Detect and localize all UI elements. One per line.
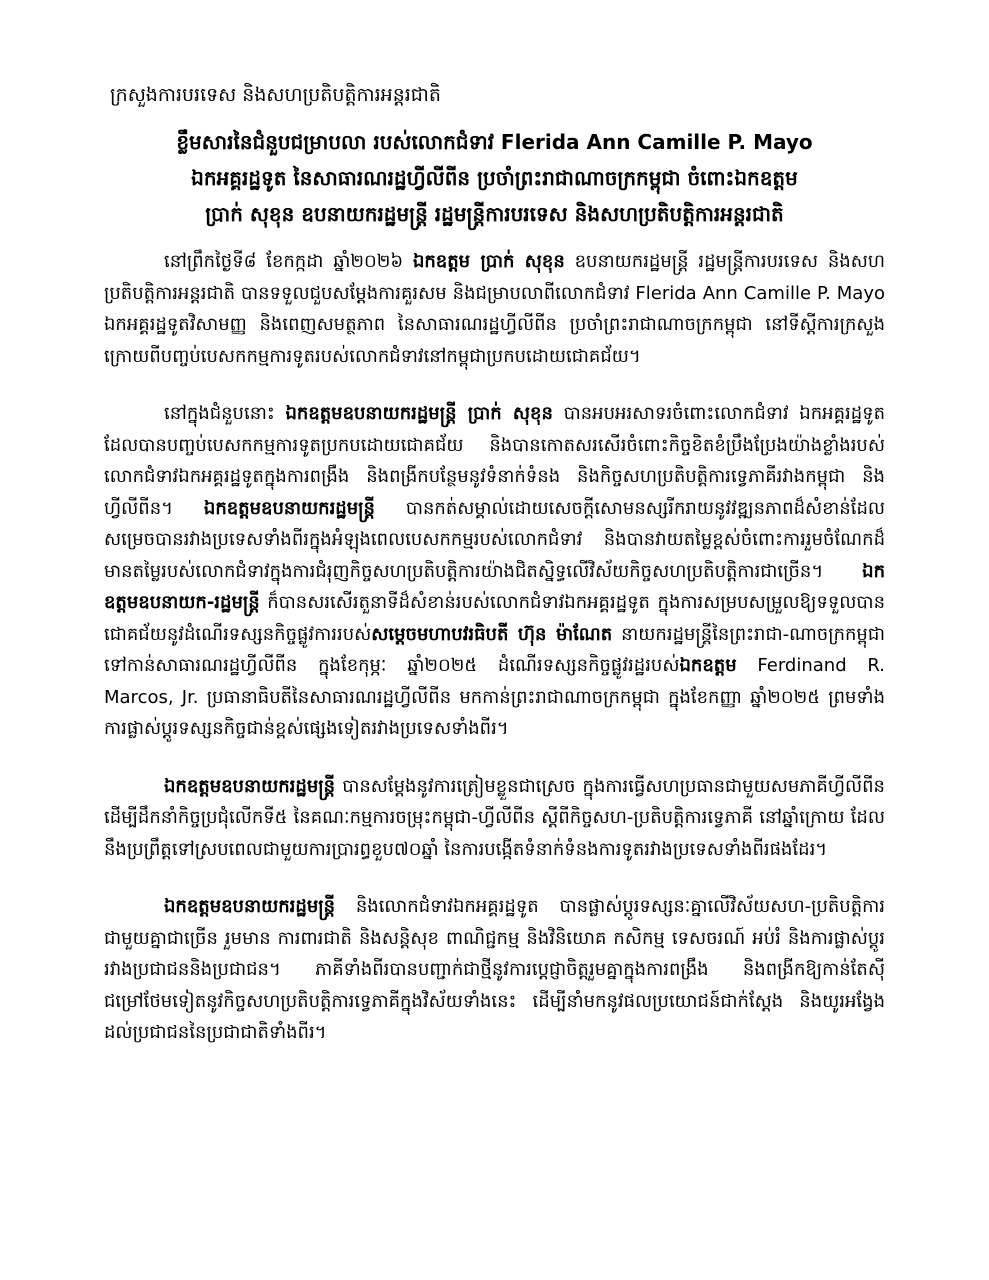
paragraph-text: បានអបអរសាទរចំពោះលោកជំទាវ ឯកអគ្គរដ្ឋទូត ដែលបានបញ្ចប់បេសកកម្មការទូតប្រកបដោយជោគជ័យ និងបានកោតសរសើរចំពោះកិច្ចខិតខំប្រឹងប្រែងយ៉ាងខ្លាំងរបស់លោកជំទាវឯកអគ្គរដ្ឋទូតក្នុងការពង្រឹង និងពង្រីកបន្ថែមនូវទំនាក់ទំនង និងកិច្ចសហប្រតិបត្តិការទ្វេភាគីរវាងកម្ពុជា និងហ្វីលីពីន។ <box>104 403 886 519</box>
paragraph-bold-name: ឯកឧត្តមឧបនាយក-រដ្ឋមន្ត្រី <box>104 560 885 613</box>
paragraph-text: នៅក្នុងជំនួបនោះ <box>164 403 286 424</box>
paragraph-text: Ferdinand R. Marcos, Jr. ប្រធានាធិបតីនៃសាធារណរដ្ឋហ្វីលីពីន មកកាន់ព្រះរាជាណាចក្រកម្ពុជា ក្នុងខែកញ្ញា ឆ្នាំ២០២៥ ព្រមទាំងការផ្លាស់ប្តូរទស្សនកិច្ចជាន់ខ្ពស់ផ្សេងទៀតរវាងប្រទេសទាំងពីរ។ <box>104 655 885 739</box>
paragraph-4 <box>104 891 885 1049</box>
paragraph-1 <box>104 246 885 372</box>
paragraph-2 <box>104 398 885 745</box>
ministry-header: ក្រសួងការបរទេស និងសហប្រតិបត្តិការអន្តរជាតិ <box>110 84 441 106</box>
paragraph-3 <box>104 771 885 866</box>
paragraph-bold-name: ឯកឧត្តមឧបនាយករដ្ឋមន្ត្រី <box>203 497 375 519</box>
paragraph-text: បានសម្តែងនូវការត្រៀមខ្លួនជាស្រេច ក្នុងការធ្វើសហប្រធានជាមួយសមភាគីហ្វីលីពីន ដើម្បីដឹកនាំកិច្ចប្រជុំលើកទី៥ នៃគណៈកម្មការចម្រុះកម្ពុជា-ហ្វីលីពីន ស្តីពីកិច្ចសហ-ប្រតិបត្តិការទ្វេភាគី នៅឆ្នាំក្រោយ ដែលនឹងប្រព្រឹត្តទៅស្របពេលជាមួយការប្រារព្ធខួប៧០ឆ្នាំ នៃការបង្កើតទំនាក់ទំនងការទូតរវាងប្រទេសទាំងពីរផងដែរ។ <box>104 775 885 860</box>
paragraph-text: ក៏បានសរសើរតួនាទីដ៏សំខាន់របស់លោកជំទាវឯកអគ្គរដ្ឋទូត ក្នុងការសម្របសម្រួលឱ្យទទួលបានជោគជ័យនូវដំណើរទស្សនកិច្ចផ្លូវការរបស់ <box>104 592 885 645</box>
title-line-2: ឯកអគ្គរដ្ឋទូត នៃសាធារណរដ្ឋហ្វីលីពីន ប្រចាំព្រះរាជាណាចក្រកម្ពុជា ចំពោះឯកឧត្តម <box>191 166 798 190</box>
paragraph-text: បានកត់សម្គាល់ដោយសេចក្តីសោមនស្សរីករាយនូវវឌ្ឍនភាពដ៏សំខាន់ដែលសម្រេចបានរវាងប្រទេសទាំងពីរក្នុងអំឡុងពេលបេសកកម្មរបស់លោកជំទាវ និងបានវាយតម្លៃខ្ពស់ចំពោះការរួមចំណែកដ៏មានតម្លៃរបស់លោកជំទាវក្នុងការជំរុញកិច្ចសហប្រតិបត្តិការយ៉ាងជិតស្និទ្ធលើវិស័យកិច្ចសហប្រតិបត្តិការជាច្រើន។ <box>104 497 886 582</box>
title-line-1: ខ្លឹមសារនៃជំនួបជម្រាបលា របស់លោកជំទាវ Flerida Ann Camille P. Mayo <box>176 130 813 154</box>
document-title <box>104 124 885 232</box>
paragraph-text: នាយករដ្ឋមន្ត្រីនៃព្រះរាជា-ណាចក្រកម្ពុជា ទៅកាន់សាធារណរដ្ឋហ្វីលីពីន ក្នុងខែកុម្ភៈ ឆ្នាំ២០២៥ ដំណើរទស្សនកិច្ចផ្លូវរដ្ឋរបស់ <box>104 623 885 676</box>
paragraph-bold-name: ឯកឧត្តម ប្រាក់ សុខុន <box>412 251 565 272</box>
paragraph-bold-name: ឯកឧត្តមឧបនាយករដ្ឋមន្ត្រី <box>164 775 336 797</box>
paragraph-text: និងលោកជំទាវឯកអគ្គរដ្ឋទូត បានផ្លាស់ប្តូរទស្សនៈគ្នាលើវិស័យសហ-ប្រតិបត្តិការជាមួយគ្នាជាច្រើន រួមមាន ការពារជាតិ និងសន្តិសុខ ពាណិជ្ជកម្ម និងវិនិយោគ កសិកម្ម ទេសចរណ៍ អប់រំ និងការផ្លាស់ប្តូររវាងប្រជាជននិងប្រជាជន។ ភាគីទាំងពីរបានបញ្ជាក់ជាថ្មីនូវការប្តេជ្ញាចិត្តរួមគ្នាក្នុងការពង្រឹង និងពង្រីកឱ្យកាន់តែស៊ីជម្រៅថែមទៀតនូវកិច្ចសហប្រតិបត្តិការទ្វេភាគីក្នុងវិស័យទាំងនេះ ដើម្បីនាំមកនូវផលប្រយោជន៍ជាក់ស្តែង និងយូរអង្វែងដល់ប្រជាជននៃប្រជាជាតិទាំងពីរ។ <box>104 896 885 1043</box>
paragraph-text: ឧបនាយករដ្ឋមន្ត្រី រដ្ឋមន្ត្រីការបរទេស និងសហប្រតិបត្តិការអន្តរជាតិ បានទទួលជួបសម្តែងការគួរសម និងជម្រាបលាពីលោកជំទាវ Flerida Ann Camille P. Mayo ឯកអគ្គរដ្ឋទូតវិសាមញ្ញ និងពេញសមត្ថភាព នៃសាធារណរដ្ឋហ្វីលីពីន ប្រចាំព្រះរាជាណាចក្រកម្ពុជា នៅទីស្តីការក្រសួង ក្រោយពីបញ្ចប់បេសកកម្មការទូតរបស់លោកជំទាវនៅកម្ពុជាប្រកបដោយជោគជ័យ។ <box>104 251 885 367</box>
paragraph-bold-name: ឯកឧត្តម <box>679 655 737 676</box>
paragraph-bold-name: ឯកឧត្តមឧបនាយករដ្ឋមន្ត្រី <box>164 896 336 917</box>
paragraph-text: នៅព្រឹកថ្ងៃទី៨ ខែកក្កដា ឆ្នាំ២០២៦ <box>164 251 413 272</box>
title-line-3: ប្រាក់ សុខុន ឧបនាយករដ្ឋមន្ត្រី រដ្ឋមន្ត្រីការបរទេស និងសហប្រតិបត្តិការអន្តរជាតិ <box>205 202 784 226</box>
paragraph-bold-name: ឯកឧត្តមឧបនាយករដ្ឋមន្ត្រី ប្រាក់ សុខុន <box>285 403 553 424</box>
paragraph-bold-name: សម្តេចមហាបវរធិបតី ហ៊ុន ម៉ាណែត <box>371 623 613 645</box>
